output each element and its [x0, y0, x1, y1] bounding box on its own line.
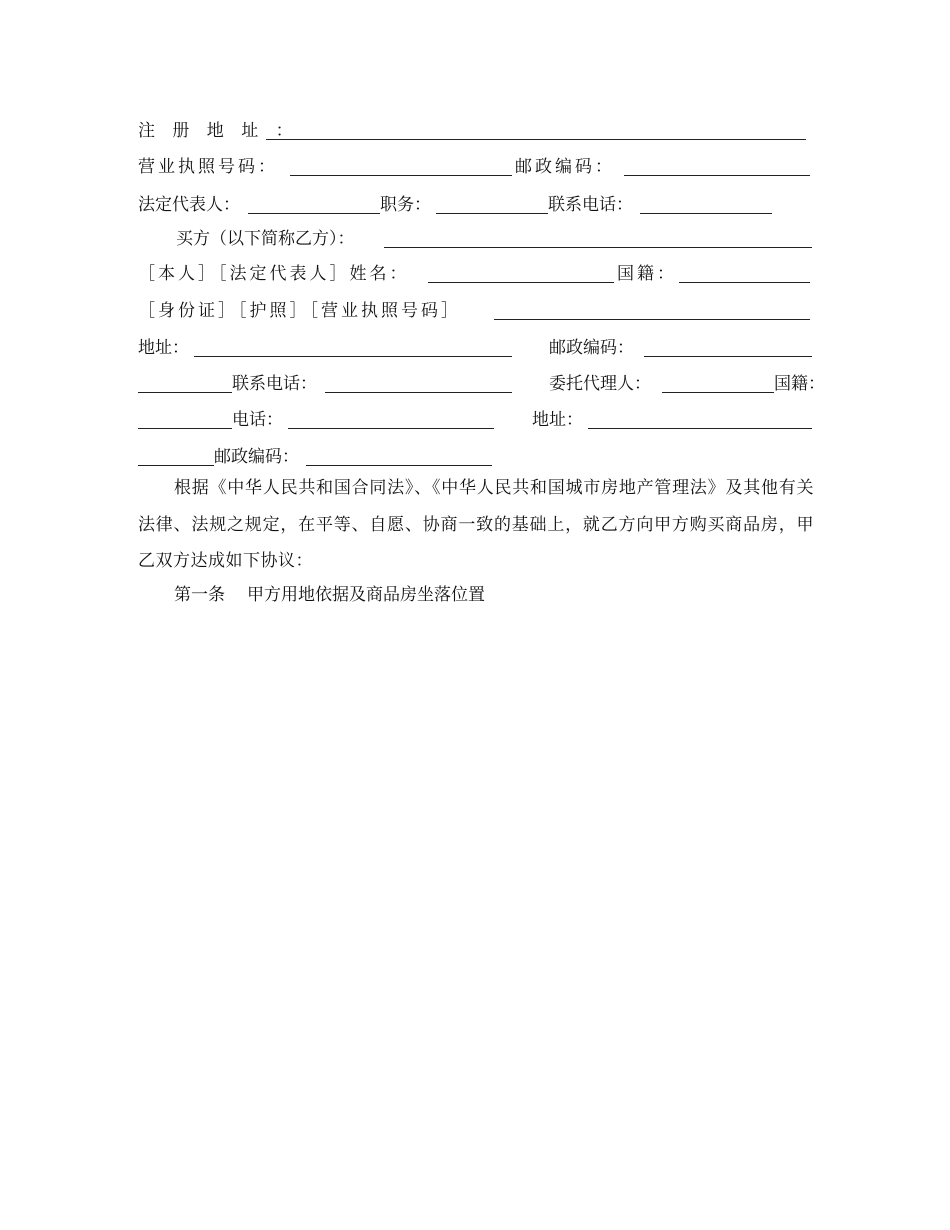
- buyer-name-blank[interactable]: [428, 282, 614, 283]
- agent-postal-code-label: 邮政编码：: [214, 447, 299, 467]
- agent-address-field[interactable]: [588, 428, 812, 429]
- agent-address-continued[interactable]: [138, 465, 214, 466]
- buyer-postal-code-field[interactable]: [644, 356, 812, 357]
- buyer-postal-code-continued[interactable]: [138, 392, 232, 393]
- agent-label: 委托代理人：: [549, 374, 651, 394]
- buyer-postal-code-label: 邮政编码：: [549, 338, 634, 358]
- buyer-nationality-label: 国籍：: [617, 264, 677, 284]
- legal-rep-label: 法定代表人：: [138, 195, 240, 215]
- buyer-id-options: ［身份证］［护照］［营业执照号码］: [138, 301, 461, 321]
- agent-name-field[interactable]: [662, 392, 774, 393]
- seller-phone-label: 联系电话：: [548, 195, 633, 215]
- buyer-phone-field[interactable]: [325, 392, 512, 393]
- buyer-address-field[interactable]: [194, 356, 512, 357]
- buyer-identity-options: ［本人］［法定代表人］姓名：: [138, 264, 410, 284]
- position-label: 职务：: [380, 195, 431, 215]
- legal-rep-field[interactable]: [248, 213, 380, 214]
- seller-postal-code-field[interactable]: [624, 175, 810, 176]
- buyer-phone-label: 联系电话：: [232, 374, 317, 394]
- business-license-label: 营业执照号码：: [138, 157, 278, 177]
- business-license-field[interactable]: [290, 175, 512, 176]
- preamble-paragraph: 根据《中华人民共和国合同法》、《中华人民共和国城市房地产管理法》及其他有关法律、法规之规定，在平等、自愿、协商一致的基础上，就乙方向甲方购买商品房，甲乙双方达成如下协议：: [138, 478, 814, 571]
- article-1-number: 第一条: [174, 585, 225, 605]
- agent-nationality-field[interactable]: [138, 428, 232, 429]
- position-field[interactable]: [436, 213, 548, 214]
- buyer-address-label: 地址：: [138, 338, 189, 358]
- article-1-title: 甲方用地依据及商品房坐落位置: [247, 585, 485, 605]
- registered-address-label: 注 册 地 址 ：: [138, 121, 299, 141]
- buyer-nationality-field[interactable]: [679, 282, 810, 283]
- seller-postal-code-label: 邮政编码：: [515, 157, 615, 177]
- agent-address-label: 地址：: [532, 410, 583, 430]
- registered-address-field[interactable]: [266, 139, 806, 140]
- agent-nationality-label: 国籍：: [774, 374, 825, 394]
- agent-phone-field[interactable]: [288, 428, 494, 429]
- buyer-id-field[interactable]: [494, 319, 810, 320]
- buyer-intro-label: 买方（以下简称乙方）：: [176, 229, 355, 249]
- buyer-name-field[interactable]: [384, 247, 812, 248]
- article-1-heading: [174, 585, 485, 605]
- seller-phone-field[interactable]: [640, 213, 772, 214]
- agent-phone-label: 电话：: [232, 410, 283, 430]
- agent-postal-code-field[interactable]: [306, 465, 492, 466]
